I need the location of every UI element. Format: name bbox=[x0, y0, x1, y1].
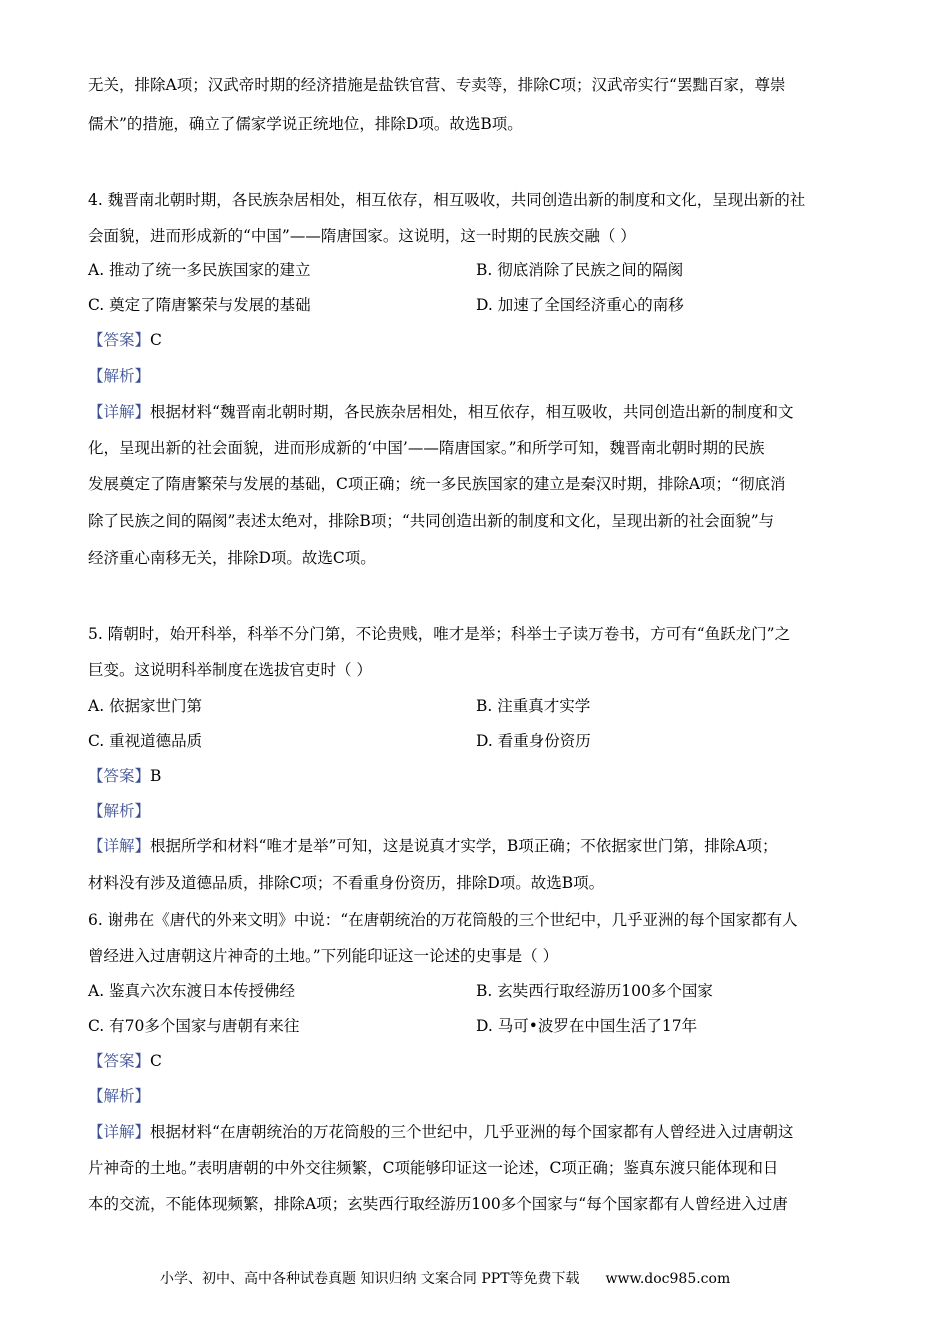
detail-tag: 【详解】 bbox=[88, 1123, 151, 1141]
question-5-stem-line-1: 5. 隋朝时，始开科举，科举不分门第，不论贵贱，唯才是举；科举士子读万卷书，方可有“鱼跃龙门”之 bbox=[88, 625, 791, 643]
answer-value: C bbox=[150, 331, 162, 349]
page-footer bbox=[160, 1270, 730, 1288]
question-6-option-a: A. 鉴真六次东渡日本传授佛经 bbox=[88, 982, 296, 1000]
continued-text-line-1: 无关，排除A项；汉武帝时期的经济措施是盐铁官营、专卖等，排除C项；汉武帝实行“罢黜百家，尊崇 bbox=[88, 76, 786, 94]
footer-text: 小学、初中、高中各种试卷真题 知识归纳 文案合同 PPT等免费下载 bbox=[160, 1271, 580, 1287]
answer-tag: 【答案】 bbox=[88, 1052, 151, 1070]
question-5-detail-line-2: 材料没有涉及道德品质，排除C项；不看重身份资历，排除D项。故选B项。 bbox=[88, 874, 605, 892]
question-6-analysis-tag: 【解析】 bbox=[88, 1087, 151, 1105]
question-5-answer bbox=[88, 766, 863, 786]
question-4-detail-line-4: 除了民族之间的隔阂”表述太绝对，排除B项；“共同创造出新的制度和文化，呈现出新的社会面貌”与 bbox=[88, 512, 775, 530]
question-4-answer bbox=[88, 330, 863, 350]
question-6-detail-line-2: 片神奇的土地。”表明唐朝的中外交往频繁，C项能够印证这一论述，C项正确；鉴真东渡只能体现和日 bbox=[88, 1159, 779, 1177]
footer-link[interactable]: www.doc985.com bbox=[605, 1271, 731, 1287]
detail-tag: 【详解】 bbox=[88, 837, 151, 855]
question-4-option-a: A. 推动了统一多民族国家的建立 bbox=[88, 261, 311, 279]
question-6-option-b: B. 玄奘西行取经游历100多个国家 bbox=[476, 982, 713, 1000]
question-6-option-d: D. 马可•波罗在中国生活了17年 bbox=[476, 1017, 698, 1035]
question-5-option-a: A. 依据家世门第 bbox=[88, 697, 203, 715]
answer-tag: 【答案】 bbox=[88, 767, 151, 785]
question-4-detail-line-2: 化，呈现出新的社会面貌，进而形成新的‘中国’——隋唐国家。”和所学可知，魏晋南北朝时期的民族 bbox=[88, 439, 765, 457]
detail-text: 根据材料“在唐朝统治的万花筒般的三个世纪中，几乎亚洲的每个国家都有人曾经进入过唐朝这 bbox=[150, 1123, 794, 1141]
question-6-answer bbox=[88, 1051, 863, 1071]
question-4-detail-line-1 bbox=[88, 402, 863, 422]
answer-value: C bbox=[150, 1052, 162, 1070]
question-4-option-c: C. 奠定了隋唐繁荣与发展的基础 bbox=[88, 296, 311, 314]
question-6-detail-line-3: 本的交流，不能体现频繁，排除A项；玄奘西行取经游历100多个国家与“每个国家都有人曾经进入过唐 bbox=[88, 1195, 788, 1213]
answer-tag: 【答案】 bbox=[88, 331, 151, 349]
answer-value: B bbox=[150, 767, 162, 785]
detail-tag: 【详解】 bbox=[88, 403, 151, 421]
question-6-stem-line-2: 曾经进入过唐朝这片神奇的土地。”下列能印证这一论述的史事是（ ） bbox=[88, 947, 559, 965]
question-6-stem-line-1: 6. 谢弗在《唐代的外来文明》中说：“在唐朝统治的万花筒般的三个世纪中，几乎亚洲的每个国家都有人 bbox=[88, 911, 798, 929]
question-4-detail-line-5: 经济重心南移无关，排除D项。故选C项。 bbox=[88, 549, 376, 567]
question-4-analysis-tag: 【解析】 bbox=[88, 367, 151, 385]
question-5-option-d: D. 看重身份资历 bbox=[476, 732, 591, 750]
question-4-option-d: D. 加速了全国经济重心的南移 bbox=[476, 296, 684, 314]
detail-text: 根据材料“魏晋南北朝时期，各民族杂居相处，相互依存，相互吸收，共同创造出新的制度和文 bbox=[150, 403, 794, 421]
question-5-option-b: B. 注重真才实学 bbox=[476, 697, 591, 715]
question-5-detail-line-1 bbox=[88, 836, 863, 856]
detail-text: 根据所学和材料“唯才是举”可知，这是说真才实学，B项正确；不依据家世门第，排除A项； bbox=[150, 837, 778, 855]
question-5-option-c: C. 重视道德品质 bbox=[88, 732, 203, 750]
question-5-analysis-tag: 【解析】 bbox=[88, 802, 151, 820]
question-4-stem-line-1: 4. 魏晋南北朝时期，各民族杂居相处，相互依存，相互吸收，共同创造出新的制度和文化，呈现出新的社 bbox=[88, 191, 806, 209]
question-4-detail-line-3: 发展奠定了隋唐繁荣与发展的基础，C项正确；统一多民族国家的建立是秦汉时期，排除A项；“彻底消 bbox=[88, 475, 786, 493]
question-6-option-c: C. 有70多个国家与唐朝有来往 bbox=[88, 1017, 300, 1035]
question-4-option-b: B. 彻底消除了民族之间的隔阂 bbox=[476, 261, 684, 279]
question-6-detail-line-1 bbox=[88, 1122, 863, 1142]
question-5-stem-line-2: 巨变。这说明科举制度在选拔官吏时（ ） bbox=[88, 661, 372, 679]
question-4-stem-line-2: 会面貌，进而形成新的“中国”——隋唐国家。这说明，这一时期的民族交融（ ） bbox=[88, 227, 636, 245]
continued-text-line-2: 儒术”的措施，确立了儒家学说正统地位，排除D项。故选B项。 bbox=[88, 115, 523, 133]
